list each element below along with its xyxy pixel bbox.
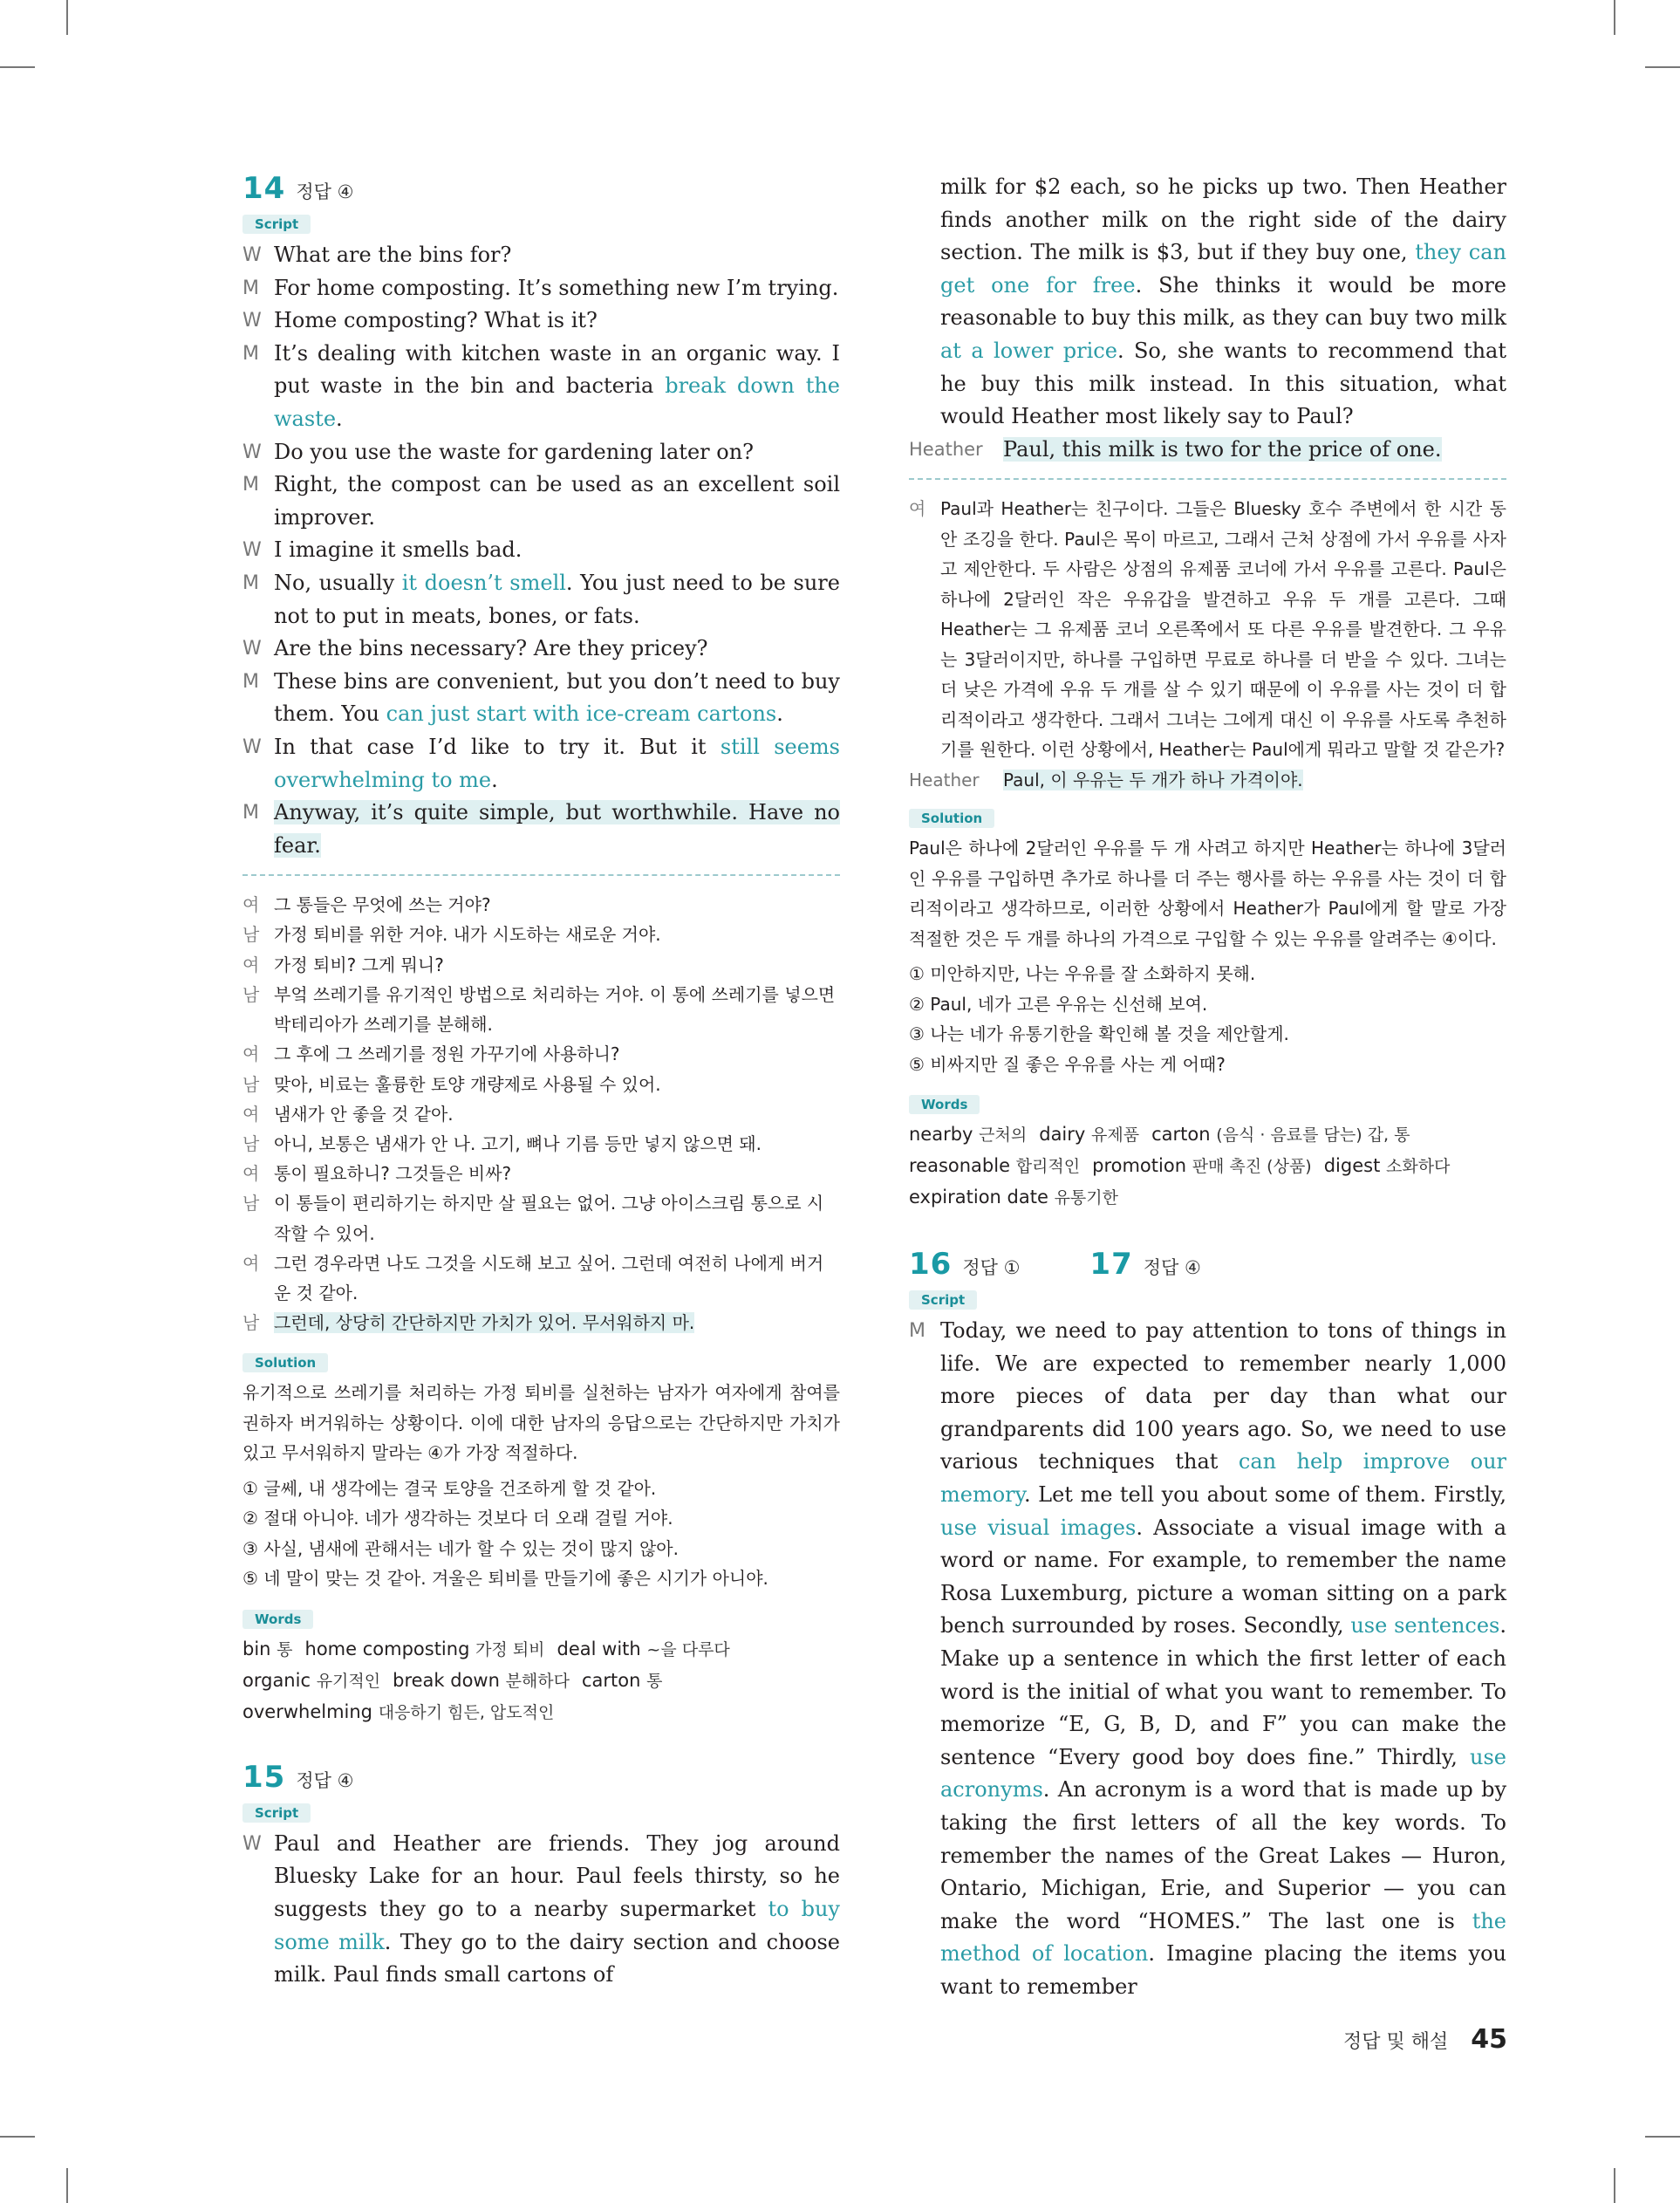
crop-mark — [1645, 2136, 1680, 2138]
speaker-label: 남 — [242, 1312, 260, 1334]
dashed-divider — [242, 874, 840, 876]
word-entry — [1039, 1124, 1139, 1145]
option-item: ③ 사실, 냄새에 관해서는 네가 할 수 있는 것이 많지 않아. — [242, 1537, 679, 1559]
highlighted-phrase: they can get one for free — [940, 240, 1506, 298]
question-15-header — [242, 1760, 840, 1795]
word-english: carton — [582, 1669, 647, 1691]
page-footer — [1343, 2024, 1507, 2055]
question-number: 15 — [242, 1759, 286, 1795]
word-english: bin — [242, 1638, 277, 1659]
word-korean: 소화하다 — [1385, 1157, 1451, 1177]
right-column — [909, 171, 1506, 2004]
speaker-label: 남 — [242, 924, 260, 946]
text-segment: I imagine it smells bad. — [274, 537, 522, 563]
translation-text — [274, 1308, 840, 1338]
speaker-label: W — [242, 310, 262, 332]
text-segment: Paul and Heather are friends. They jog around Bluesky Lake for an hour. Paul feels thirsty, so he suggests they go to a nearby supermarket — [274, 1830, 840, 1922]
text-segment: Right, the compost can be used as an excellent soil improver. — [274, 472, 840, 530]
speaker-label: M — [242, 277, 259, 299]
text-segment: . She thinks it would be more reasonable to buy this milk, as they can buy two milk — [940, 272, 1506, 331]
answer-line: Paul, this milk is two for the price of one. — [1003, 436, 1442, 462]
question-14-header — [242, 171, 840, 206]
word-entry — [305, 1639, 545, 1659]
solution-text: Paul은 하나에 2달러인 우유를 두 개 사려고 하지만 Heather는 하나에 3달러인 우유를 구입하면 추가로 하나를 더 주는 행사를 하는 우유를 사는 것이 더 합리적이라고 생각하므로, 이러한 상황에서 Heather가 Paul에게 할 말로 가장 적절한 것은 두 개를 하나의 가격으로 구입할 수 있는 우유를 알려주는 ④이다. — [909, 838, 1506, 949]
option-item: ⑤ 네 말이 맞는 것 같아. 겨울은 퇴비를 만들기에 좋은 시기가 아니야. — [242, 1568, 768, 1590]
narration-continued — [909, 171, 1506, 434]
speaker-label: M — [242, 670, 259, 693]
word-english: home composting — [304, 1638, 476, 1659]
word-entry — [242, 1670, 380, 1691]
highlighted-phrase: use sentences — [1350, 1613, 1500, 1639]
dialogue-text — [274, 797, 840, 862]
highlighted-phrase: it doesn’t smell — [401, 570, 566, 595]
dialogue-text — [274, 731, 840, 797]
crop-mark — [1645, 66, 1680, 68]
translation-text: 그 후에 그 쓰레기를 정원 가꾸기에 사용하니? — [274, 1043, 620, 1065]
section-title: 정답 및 해설 — [1343, 2031, 1449, 2053]
translation-text: 그런 경우라면 나도 그것을 시도해 보고 싶어. 그런데 여전히 나에게 버거운 것 같아. — [274, 1252, 824, 1303]
speaker-label: W — [242, 244, 262, 266]
word-english: promotion — [1092, 1155, 1192, 1177]
text-segment: In that case I’d like to try it. But it — [274, 734, 720, 759]
speaker-label: 여 — [242, 954, 260, 975]
dialogue-line — [242, 666, 840, 731]
highlighted-phrase: break down the waste — [274, 373, 840, 431]
text-segment: . They go to the dairy section and choose milk. Paul finds small cartons of — [274, 1929, 841, 1987]
words-list — [909, 1119, 1506, 1214]
narration-text — [274, 1828, 840, 1992]
translation-line — [242, 1039, 840, 1069]
question-16-17-header — [909, 1247, 1506, 1282]
word-korean: (음식 · 음료를 담는) 갑, 통 — [1216, 1125, 1410, 1146]
highlighted-phrase: still seems overwhelming to me — [274, 734, 840, 792]
dialogue-text — [274, 567, 840, 633]
dialogue-line — [242, 633, 840, 666]
question-number: 16 — [909, 1247, 953, 1283]
word-korean: 가정 퇴비 — [475, 1639, 545, 1659]
word-entry — [582, 1670, 662, 1691]
crop-mark — [66, 2168, 68, 2203]
final-translation — [909, 765, 1506, 795]
solution-label: Solution — [909, 809, 994, 828]
word-english: digest — [1323, 1155, 1386, 1177]
speaker-label: M — [242, 802, 259, 824]
translation-text: 통이 필요하니? 그것들은 비싸? — [274, 1163, 512, 1185]
answer-label: 정답 ④ — [296, 181, 354, 202]
word-korean: 판매 촉진 (상품) — [1192, 1157, 1312, 1177]
translation-line — [242, 890, 840, 920]
translation-line — [242, 980, 840, 1039]
text-segment: . Associate a visual image with a word or name. For example, to remember the name Rosa Luxemburg, picture a woman sitting on a park bench surrounded by roses. Secondly, — [940, 1515, 1506, 1639]
translation-line — [242, 950, 840, 980]
dialogue-line — [242, 567, 840, 633]
lecture — [909, 1315, 1506, 2003]
word-entry — [1151, 1124, 1410, 1145]
speaker-label: 남 — [242, 1193, 260, 1214]
words-row — [242, 1697, 840, 1728]
answer-label: 정답 ① — [962, 1257, 1021, 1279]
answer-translation: 그런데, 상당히 간단하지만 가치가 있어. 무서워하지 마. — [274, 1312, 695, 1334]
speaker-label: Heather — [909, 769, 980, 790]
translation-text: 맞아, 비료는 훌륭한 토양 개량제로 사용될 수 있어. — [274, 1073, 661, 1095]
translation-text: 가정 퇴비를 위한 거야. 내가 시도하는 새로운 거야. — [274, 924, 661, 946]
words-label: Words — [242, 1610, 313, 1629]
speaker-label: M — [242, 571, 259, 594]
text-segment: . — [336, 406, 343, 431]
text-segment: These bins are convenient, but you don’t need to buy them. You — [274, 668, 840, 727]
crop-mark — [1614, 2168, 1615, 2203]
word-entry — [909, 1124, 1027, 1145]
narration — [242, 1828, 840, 1992]
dialogue-line — [242, 338, 840, 436]
text-segment: . So, she wants to recommend that he buy this milk instead. In this situation, what would Heather most likely say to Paul? — [940, 338, 1507, 429]
dialogue-text — [274, 304, 840, 338]
text-segment: It’s dealing with kitchen waste in an organic way. I put waste in the bin and bacteria — [274, 340, 840, 399]
translation-line — [242, 1099, 840, 1129]
text-segment: . — [491, 767, 498, 792]
speaker-label: M — [242, 342, 259, 365]
crop-mark — [66, 0, 68, 35]
highlighted-phrase: use acronyms — [940, 1744, 1506, 1803]
text-segment: What are the bins for? — [274, 243, 512, 267]
words-row — [909, 1182, 1506, 1214]
word-korean: 분해하다 — [505, 1671, 570, 1691]
text-segment: No, usually — [274, 570, 402, 595]
speaker-label: 여 — [242, 1252, 260, 1274]
script-label: Script — [909, 1290, 977, 1310]
word-entry — [242, 1701, 554, 1722]
text-segment: Are the bins necessary? Are they pricey? — [274, 636, 708, 661]
translation-line — [242, 1188, 840, 1248]
word-english: overwhelming — [242, 1700, 379, 1722]
option-item: ② 절대 아니야. 네가 생각하는 것보다 더 오래 걸릴 거야. — [242, 1508, 673, 1529]
words-list — [242, 1634, 840, 1728]
word-english: expiration date — [909, 1187, 1055, 1208]
script-label: Script — [242, 215, 311, 234]
dialogue-text — [274, 633, 840, 666]
translation-line — [242, 1129, 840, 1159]
text-segment: Home composting? What is it? — [274, 308, 598, 333]
dialogue-text — [274, 534, 840, 567]
word-korean: 유기적인 — [316, 1671, 381, 1691]
translation-line — [242, 1308, 840, 1338]
highlighted-phrase: the method of location — [940, 1908, 1506, 1967]
text-segment: . Let me tell you about some of them. Firstly, — [1024, 1482, 1506, 1508]
text-segment: . Imagine placing the items you want to remember — [940, 1941, 1506, 1999]
dialogue-line — [242, 304, 840, 338]
crop-mark — [0, 2136, 35, 2138]
dialogue-text — [274, 666, 840, 731]
dialogue-line — [242, 731, 840, 797]
speaker-label: 남 — [242, 1073, 260, 1095]
answer-line: Anyway, it’s quite simple, but worthwhile. Have no fear. — [274, 800, 840, 858]
left-column — [242, 171, 840, 1992]
words-label: Words — [909, 1095, 980, 1114]
translation-text: 냄새가 안 좋을 것 같아. — [274, 1103, 454, 1125]
translation-text: 아니, 보통은 냄새가 안 나. 고기, 뼈나 기름 등만 넣지 않으면 돼. — [274, 1132, 762, 1154]
text-segment: Today, we need to pay attention to tons of things in life. We are expected to remember nearly 1,000 more pieces of data per day than what our grandparents did 100 years ago. So, we need to use various techniques that — [940, 1318, 1506, 1474]
speaker-label: W — [242, 539, 262, 562]
translation-line — [242, 1070, 840, 1099]
word-korean: 유제품 — [1091, 1125, 1140, 1146]
answer-translation: Paul, 이 우유는 두 개가 하나 가격이야. — [1003, 769, 1303, 790]
text-segment: Do you use the waste for gardening later on? — [274, 439, 755, 464]
page-number: 45 — [1471, 2024, 1507, 2055]
dialogue-line — [242, 534, 840, 567]
dialogue-text — [274, 469, 840, 534]
option-item: ① 미안하지만, 나는 우유를 잘 소화하지 못해. — [909, 963, 1256, 985]
highlighted-phrase: can help improve our memory — [940, 1449, 1506, 1508]
crop-mark — [0, 66, 35, 68]
words-row — [909, 1119, 1506, 1151]
word-korean: 합리적인 — [1015, 1157, 1081, 1177]
crop-mark — [1614, 0, 1615, 35]
text-segment: For home composting. It’s something new I’m trying. — [274, 275, 839, 300]
options-list — [909, 959, 1506, 1079]
text-segment: . An acronym is a word that is made up by taking the first letters of all the key words. To remember the names of the Great Lakes — Huron, Ontario, Michigan, Erie, and Superior — you can make the word “HOMES.” The last one is — [940, 1777, 1506, 1933]
highlighted-phrase: use visual images — [940, 1515, 1137, 1540]
translation-dialogue — [242, 890, 840, 1338]
speaker-label: 남 — [242, 983, 260, 1005]
highlighted-phrase: can just start with ice-cream cartons — [386, 701, 777, 727]
options-list — [242, 1474, 840, 1594]
question-number: 17 — [1089, 1247, 1133, 1283]
word-korean: ~을 다루다 — [646, 1639, 730, 1659]
highlighted-phrase: to buy some milk — [274, 1897, 840, 1954]
translation-text: 부엌 쓰레기를 유기적인 방법으로 처리하는 거야. 이 통에 쓰레기를 넣으면 박테리아가 쓰레기를 분해해. — [274, 983, 836, 1036]
word-entry — [393, 1670, 570, 1691]
dialogue-text — [274, 436, 840, 469]
text-segment: . — [776, 701, 783, 727]
translation-line — [242, 1159, 840, 1188]
text-segment: . You just need to be sure not to put in meats, bones, or fats. — [274, 570, 840, 628]
word-english: organic — [242, 1669, 317, 1691]
option-item: ② Paul, 네가 고른 우유는 신선해 보여. — [909, 993, 1208, 1015]
final-line — [909, 434, 1506, 467]
speaker-label: 여 — [242, 1043, 260, 1065]
translation-paragraph — [909, 494, 1506, 765]
word-english: reasonable — [909, 1155, 1016, 1177]
word-entry — [242, 1639, 293, 1659]
dashed-divider — [909, 478, 1506, 480]
speaker-label: 여 — [242, 1103, 260, 1125]
word-english: break down — [393, 1669, 506, 1691]
word-korean: 근처의 — [979, 1125, 1028, 1146]
words-row — [242, 1666, 840, 1697]
lecture-text — [940, 1315, 1506, 2003]
answer-label: 정답 ④ — [296, 1769, 354, 1791]
option-item: ① 글쎄, 내 생각에는 결국 토양을 건조하게 할 것 같아. — [242, 1477, 657, 1499]
speaker-label: M — [242, 474, 259, 496]
script-dialogue — [242, 239, 840, 862]
speaker-label: 여 — [242, 894, 260, 916]
speaker-label: W — [242, 441, 262, 463]
word-english: dairy — [1039, 1124, 1092, 1146]
dialogue-text — [274, 272, 840, 305]
word-korean: 통 — [646, 1671, 663, 1691]
option-item: ⑤ 비싸지만 질 좋은 우유를 사는 게 어때? — [909, 1053, 1226, 1075]
speaker-label: M — [909, 1320, 925, 1343]
word-entry — [909, 1187, 1118, 1208]
dialogue-line — [242, 436, 840, 469]
word-entry — [1092, 1155, 1312, 1176]
speaker-label: W — [242, 638, 262, 660]
word-entry — [557, 1639, 730, 1659]
translation-text: 가정 퇴비? 그게 뭐니? — [274, 954, 444, 975]
translation-line — [242, 920, 840, 949]
translation-text: 이 통들이 편리하기는 하지만 살 필요는 없어. 그냥 아이스크림 통으로 시작할 수 있어. — [274, 1193, 824, 1244]
translation-text: 그 통들은 무엇에 쓰는 거야? — [274, 894, 491, 916]
translation-line — [242, 1249, 840, 1308]
answer-label: 정답 ④ — [1143, 1257, 1201, 1279]
word-korean: 통 — [277, 1639, 293, 1659]
dialogue-text — [274, 338, 840, 436]
speaker-label: Heather — [909, 438, 983, 460]
translation-text: Paul과 Heather는 친구이다. 그들은 Bluesky 호수 주변에서 한 시간 동안 조깅을 한다. Paul은 목이 마르고, 그래서 근처 상점에 가서 우유를 사자고 제안한다. 두 사람은 상점의 유제품 코너에 가서 우유를 고른다. Paul은 하나에 2달러인 작은 우유갑을 발견하고 우유 두 개를 고른다. 그때 Heather는 그 유제품 코너 오른쪽에서 또 다른 우유를 발견한다. 그 우유는 3달러이지만, 하나를 구입하면 무료로 하나를 더 받을 수 있다. 그녀는 더 낮은 가격에 우유 두 개를 살 수 있기 때문에 이 우유를 사는 것이 더 합리적이라고 생각한다. 그래서 그녀는 그에게 대신 이 우유를 사도록 추천하기를 원한다. 이런 상황에서, Heather는 Paul에게 뭐라고 말할 것 같은가? — [940, 498, 1506, 761]
dialogue-line — [242, 469, 840, 534]
text-segment: . Make up a sentence in which the first letter of each word is the initial of what you want to remember. To memorize “E, G, B, D, and F” you can make the sentence “Every good boy does fine.” Thirdly, — [940, 1613, 1506, 1769]
word-korean: 유통기한 — [1054, 1188, 1118, 1208]
solution-text: 유기적으로 쓰레기를 처리하는 가정 퇴비를 실천하는 남자가 여자에게 참여를 권하자 버거워하는 상황이다. 이에 대한 남자의 응답으로는 간단하지만 가치가 있고 무서워하지 말라는 ④가 가장 적절하다. — [242, 1382, 840, 1464]
words-row — [909, 1151, 1506, 1182]
speaker-label: 남 — [242, 1132, 260, 1154]
highlighted-phrase: at a lower price — [940, 338, 1117, 363]
word-korean: 대응하기 힘든, 압도적인 — [378, 1702, 555, 1722]
word-english: deal with — [557, 1638, 647, 1659]
word-entry — [909, 1155, 1080, 1176]
text-segment: milk for $2 each, so he picks up two. Then Heather finds another milk on the right side of the dairy section. The milk is $3, but if they buy one, — [940, 174, 1506, 265]
option-item: ③ 나는 네가 유통기한을 확인해 볼 것을 제안할게. — [909, 1023, 1289, 1045]
word-entry — [1324, 1155, 1451, 1176]
dialogue-line — [242, 272, 840, 305]
speaker-label: 여 — [242, 1163, 260, 1185]
speaker-label: W — [242, 735, 262, 758]
speaker-label: 여 — [909, 498, 926, 520]
script-label: Script — [242, 1803, 311, 1823]
words-row — [242, 1634, 840, 1666]
dialogue-text — [274, 239, 840, 272]
question-number: 14 — [242, 171, 286, 206]
dialogue-line — [242, 797, 840, 862]
word-english: nearby — [909, 1124, 980, 1146]
dialogue-line — [242, 239, 840, 272]
solution-label: Solution — [242, 1353, 328, 1372]
speaker-label: W — [242, 1832, 262, 1855]
word-english: carton — [1151, 1124, 1217, 1146]
